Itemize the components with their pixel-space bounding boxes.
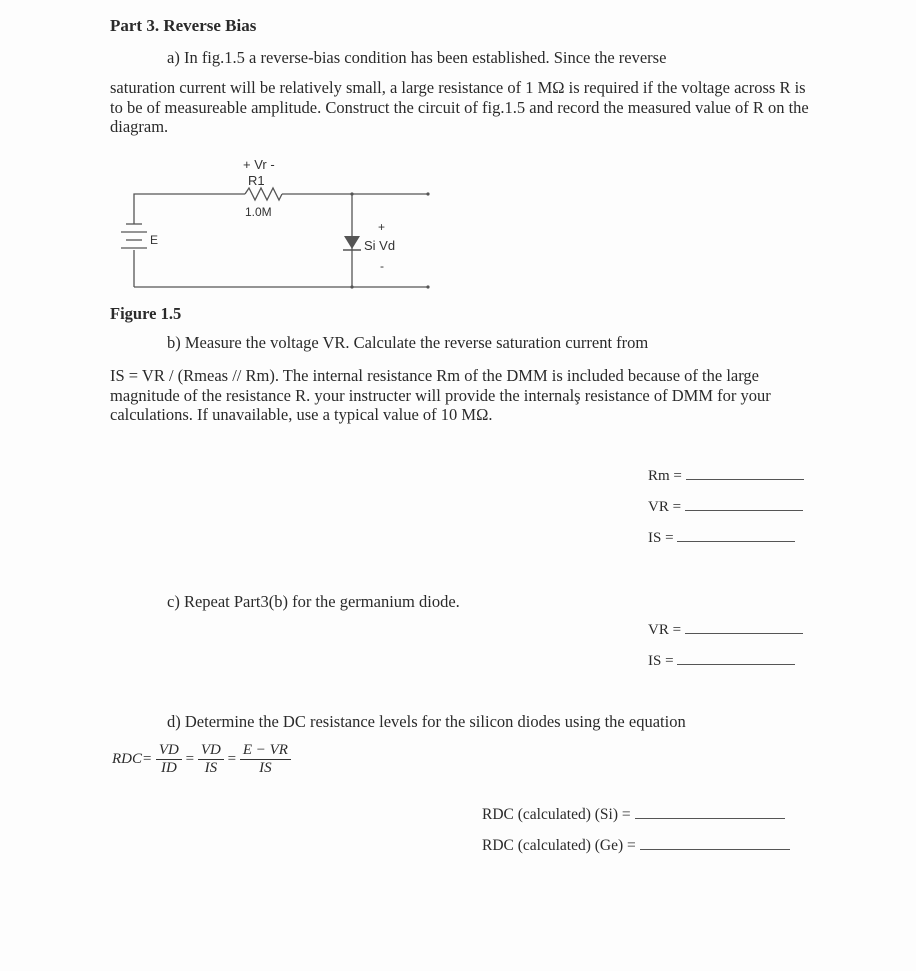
rdc-equation xyxy=(112,742,291,777)
resistor-icon xyxy=(245,188,282,200)
eq-f2-num: VD xyxy=(198,742,224,760)
vd-minus: - xyxy=(380,259,384,273)
part-title: Part 3. Reverse Bias xyxy=(110,16,257,35)
circuit-diagram xyxy=(0,0,916,310)
r1-label: R1 xyxy=(248,173,265,188)
part-a-first-line: a) In fig.1.5 a reverse-bias condition has been established. Since the reverse xyxy=(167,48,667,67)
rm-label: Rm = xyxy=(648,468,682,484)
eq-f3-num: E − VR xyxy=(240,742,291,760)
vr-answer-line[interactable] xyxy=(685,509,803,511)
eq-equals-2: = xyxy=(227,751,237,767)
rdc-si-label: RDC (calculated) (Si) = xyxy=(482,806,631,823)
rdc-ge-answer-line[interactable] xyxy=(640,848,790,850)
part-c-text: c) Repeat Part3(b) for the germanium diode. xyxy=(167,592,460,611)
rdc-si-answer-line[interactable] xyxy=(635,817,785,819)
diode-icon xyxy=(344,236,360,249)
diode-label: Si Vd xyxy=(364,238,396,253)
part-b-first-line: b) Measure the voltage VR. Calculate the reverse saturation current from xyxy=(167,333,649,352)
r1-value: 1.0M xyxy=(245,205,272,219)
eq-f1-den: ID xyxy=(160,760,177,776)
eq-equals-1: = xyxy=(185,751,195,767)
vd-plus: + xyxy=(378,220,386,234)
ge-vr-answer-line[interactable] xyxy=(685,632,803,634)
rdc-ge-label: RDC (calculated) (Ge) = xyxy=(482,837,636,854)
part-a-text: saturation current will be relatively small, a large resistance of 1 MΩ is required if the voltage across R is to be of measureable amplitude. Construct the circuit of fig.1.5 and record the measured value of R on the diagram. xyxy=(110,78,809,136)
figure-caption: Figure 1.5 xyxy=(110,304,182,323)
source-label: E xyxy=(150,233,159,247)
is-answer-line[interactable] xyxy=(677,540,795,542)
eq-f3-den: IS xyxy=(259,760,272,776)
rm-answer-line[interactable] xyxy=(686,478,804,480)
eq-f1-num: VD xyxy=(156,742,182,760)
part-b-text: IS = VR / (Rmeas // Rm). The internal resistance Rm of the DMM is included because of the large magnitude of the resistance R. your instructer will provide the internalş resistance of DMM for your calculations. If unavailable, use a typical value of 10 MΩ. xyxy=(110,366,771,424)
vr-label: VR = xyxy=(648,499,682,515)
eq-lhs: RDC= xyxy=(112,751,153,767)
ge-is-label: IS = xyxy=(648,653,674,669)
is-label: IS = xyxy=(648,530,674,546)
battery-icon xyxy=(121,224,147,248)
ge-is-answer-line[interactable] xyxy=(677,663,795,665)
ge-vr-label: VR = xyxy=(648,622,682,638)
eq-f2-den: IS xyxy=(204,760,218,776)
part-d-text: d) Determine the DC resistance levels for the silicon diodes using the equation xyxy=(167,712,686,731)
vr-label: + Vr - xyxy=(243,157,275,172)
